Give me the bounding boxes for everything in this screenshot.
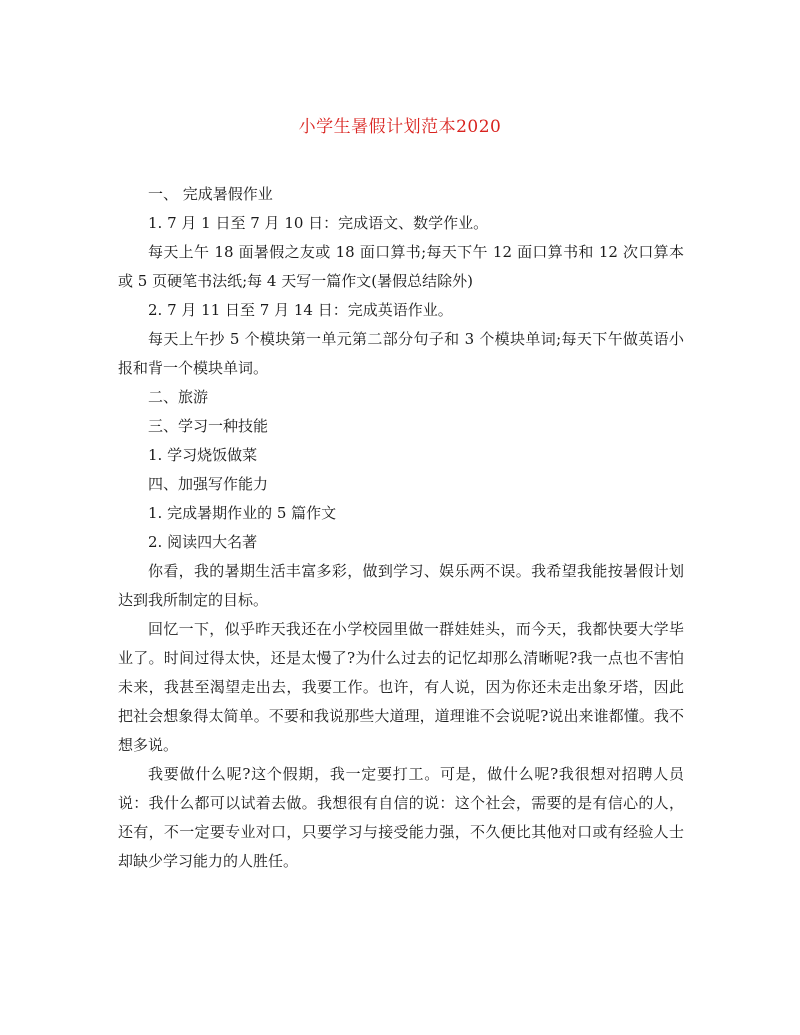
list-item-cooking: 1. 学习烧饭做菜 — [148, 446, 258, 464]
document-body — [118, 180, 684, 876]
paragraph-summary: 你看，我的暑期生活丰富多彩，做到学习、娱乐两不误。我希望我能按暑假计划达到我所制定的目标。 — [118, 562, 684, 609]
paragraph-reflection: 回忆一下，似乎昨天我还在小学校园里做一群娃娃头，而今天，我都快要大学毕业了。时间过得太快，还是太慢了?为什么过去的记忆却那么清晰呢?我一点也不害怕未来，我甚至渴望走出去，我要工作。也许，有人说，因为你还未走出象牙塔，因此把社会想象得太简单。不要和我说那些大道理，道理谁不会说呢?说出来谁都懂。我不想多说。 — [118, 620, 684, 754]
list-item-classics: 2. 阅读四大名著 — [148, 533, 258, 551]
document-title: 小学生暑假计划范本2020 — [298, 117, 502, 137]
paragraph-work-plan: 我要做什么呢?这个假期，我一定要打工。可是，做什么呢?我很想对招聘人员说：我什么都可以试着去做。我想很有自信的说：这个社会，需要的是有信心的人，还有，不一定要专业对口，只要学习与接受能力强，不久便比其他对口或有经验人士却缺少学习能力的人胜任。 — [118, 765, 684, 870]
section-heading-skill: 三、学习一种技能 — [148, 417, 269, 435]
paragraph-homework-chinese-math: 1. 7 月 1 日至 7 月 10 日：完成语文、数学作业。 — [148, 214, 489, 232]
paragraph-homework-english: 2. 7 月 11 日至 7 月 14 日：完成英语作业。 — [148, 301, 453, 319]
paragraph-daily-schedule-2: 每天上午抄 5 个模块第一单元第二部分句子和 3 个模块单词;每天下午做英语小报和背一个模块单词。 — [118, 330, 684, 377]
section-heading-travel: 二、旅游 — [148, 388, 209, 406]
paragraph-daily-schedule-1: 每天上午 18 面暑假之友或 18 面口算书;每天下午 12 面口算书和 12 次口算本或 5 页硬笔书法纸;每 4 天写一篇作文(暑假总结除外) — [118, 243, 684, 290]
section-heading-writing: 四、加强写作能力 — [148, 475, 269, 493]
list-item-essays: 1. 完成暑期作业的 5 篇作文 — [148, 504, 337, 522]
section-heading-homework: 一、 完成暑假作业 — [148, 185, 273, 203]
